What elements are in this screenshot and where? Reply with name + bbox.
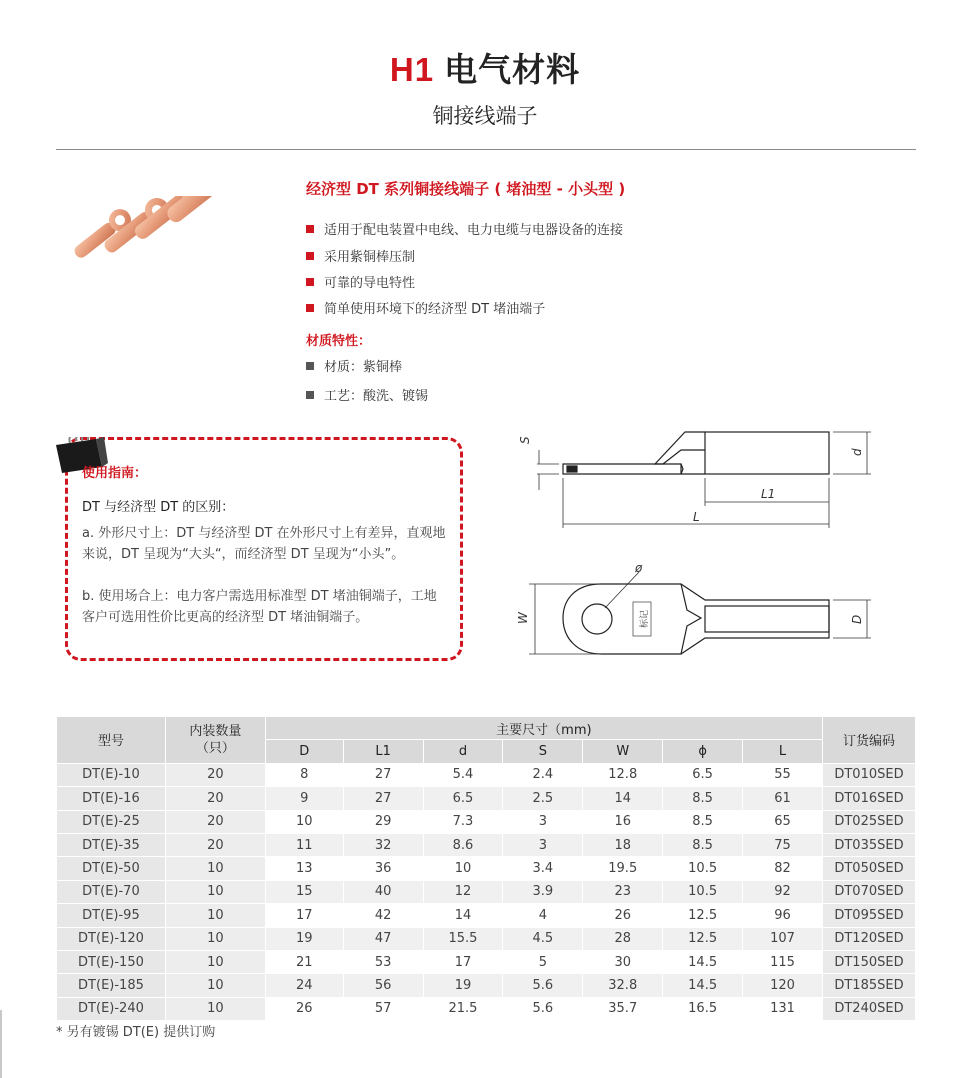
- table-row: [57, 857, 916, 880]
- table-cell: 10: [165, 880, 265, 903]
- table-cell: 55: [743, 763, 823, 786]
- order-code-cell: DT050SED: [822, 857, 915, 880]
- table-cell: 15: [265, 880, 343, 903]
- table-cell: 56: [343, 974, 423, 997]
- bullet-icon: [306, 252, 314, 260]
- bullet-icon: [306, 391, 314, 399]
- table-cell: 12.8: [583, 763, 663, 786]
- table-cell: 19: [265, 927, 343, 950]
- guide-paragraph-a: a. 外形尺寸上：DT 与经济型 DT 在外形尺寸上有差异，直观地来说，DT 呈现为“大头“，而经济型 DT 呈现为“小头”。: [82, 526, 446, 562]
- side-view-drawing: [515, 420, 895, 530]
- table-cell: 3: [503, 833, 583, 856]
- table-cell: 61: [743, 787, 823, 810]
- table-cell: 92: [743, 880, 823, 903]
- table-cell: 30: [583, 950, 663, 973]
- model-cell: DT(E)-150: [57, 950, 166, 973]
- header-model: 型号: [57, 717, 166, 764]
- table-cell: 27: [343, 763, 423, 786]
- table-row: [57, 927, 916, 950]
- table-row: [57, 833, 916, 856]
- material-item: 工艺：酸洗、镀锡: [306, 385, 428, 404]
- table-cell: 3.9: [503, 880, 583, 903]
- page-subtitle: 铜接线端子: [432, 104, 538, 128]
- table-cell: 16.5: [663, 997, 743, 1020]
- table-cell: 36: [343, 857, 423, 880]
- table-cell: 8.5: [663, 810, 743, 833]
- table-cell: 5: [503, 950, 583, 973]
- edge-line: [0, 1010, 2, 1078]
- table-cell: 23: [583, 880, 663, 903]
- model-cell: DT(E)-95: [57, 904, 166, 927]
- product-photo: [62, 196, 252, 311]
- order-code-cell: DT120SED: [822, 927, 915, 950]
- table-cell: 24: [265, 974, 343, 997]
- header-quantity: 内装数量 （只）: [165, 717, 265, 764]
- stamp-label: 标记: [640, 609, 650, 629]
- header-dim-col: ϕ: [663, 740, 743, 763]
- table-cell: 14.5: [663, 950, 743, 973]
- table-cell: 10: [165, 974, 265, 997]
- table-cell: 20: [165, 810, 265, 833]
- bullet-icon: [306, 225, 314, 233]
- model-cell: DT(E)-35: [57, 833, 166, 856]
- order-code-cell: DT095SED: [822, 904, 915, 927]
- header-dim-col: L: [743, 740, 823, 763]
- table-cell: 15.5: [423, 927, 503, 950]
- table-cell: 19.5: [583, 857, 663, 880]
- dim-label-d: d: [850, 448, 864, 456]
- table-cell: 47: [343, 927, 423, 950]
- table-row: [57, 880, 916, 903]
- table-cell: 18: [583, 833, 663, 856]
- table-cell: 75: [743, 833, 823, 856]
- table-cell: 14: [423, 904, 503, 927]
- table-cell: 4.5: [503, 927, 583, 950]
- table-cell: 28: [583, 927, 663, 950]
- feature-item: 可靠的导电特性: [306, 272, 415, 291]
- order-code-cell: DT150SED: [822, 950, 915, 973]
- table-cell: 17: [423, 950, 503, 973]
- table-cell: 10: [423, 857, 503, 880]
- table-cell: 65: [743, 810, 823, 833]
- bullet-icon: [306, 304, 314, 312]
- model-cell: DT(E)-10: [57, 763, 166, 786]
- table-cell: 5.6: [503, 974, 583, 997]
- material-heading: 材质特性：: [306, 334, 372, 349]
- header-dim-col: W: [583, 740, 663, 763]
- table-cell: 9: [265, 787, 343, 810]
- table-cell: 2.4: [503, 763, 583, 786]
- guide-paragraph-b: b. 使用场合上：电力客户需选用标准型 DT 堵油铜端子，工地客户可选用性价比更高的经济型 DT 堵油铜端子。: [82, 589, 437, 625]
- table-cell: 14: [583, 787, 663, 810]
- table-cell: 26: [583, 904, 663, 927]
- header-order-code: 订货编码: [822, 717, 915, 764]
- model-cell: DT(E)-240: [57, 997, 166, 1020]
- table-cell: 42: [343, 904, 423, 927]
- table-row: [57, 950, 916, 973]
- model-cell: DT(E)-50: [57, 857, 166, 880]
- order-code-cell: DT010SED: [822, 763, 915, 786]
- table-cell: 2.5: [503, 787, 583, 810]
- feature-item: 简单使用环境下的经济型 DT 堵油端子: [306, 298, 545, 317]
- table-cell: 6.5: [423, 787, 503, 810]
- order-code-cell: DT016SED: [822, 787, 915, 810]
- order-code-cell: DT240SED: [822, 997, 915, 1020]
- product-title: 经济型 DT 系列铜接线端子 ( 堵油型 - 小头型 ): [306, 180, 626, 198]
- catalog-code: H1: [389, 51, 435, 88]
- table-cell: 20: [165, 833, 265, 856]
- table-cell: 12: [423, 880, 503, 903]
- table-cell: 16: [583, 810, 663, 833]
- table-cell: 13: [265, 857, 343, 880]
- table-cell: 19: [423, 974, 503, 997]
- table-cell: 32.8: [583, 974, 663, 997]
- header-main-dimensions: 主要尺寸（mm): [265, 717, 822, 740]
- table-row: [57, 974, 916, 997]
- material-item: 材质：紫铜棒: [306, 356, 402, 375]
- table-cell: 57: [343, 997, 423, 1020]
- table-cell: 12.5: [663, 927, 743, 950]
- table-cell: 3: [503, 810, 583, 833]
- model-cell: DT(E)-25: [57, 810, 166, 833]
- page-title: [0, 44, 970, 91]
- table-cell: 107: [743, 927, 823, 950]
- table-cell: 82: [743, 857, 823, 880]
- table-cell: 10: [165, 857, 265, 880]
- model-cell: DT(E)-120: [57, 927, 166, 950]
- table-cell: 21: [265, 950, 343, 973]
- table-cell: 29: [343, 810, 423, 833]
- table-cell: 21.5: [423, 997, 503, 1020]
- dim-label-big-d: D: [850, 614, 864, 624]
- footnote: * 另有镀锡 DT(E) 提供订购: [56, 1025, 216, 1040]
- table-cell: 32: [343, 833, 423, 856]
- table-cell: 20: [165, 763, 265, 786]
- table-cell: 40: [343, 880, 423, 903]
- order-code-cell: DT070SED: [822, 880, 915, 903]
- table-cell: 3.4: [503, 857, 583, 880]
- table-cell: 7.3: [423, 810, 503, 833]
- dim-label-l1: L1: [761, 487, 776, 501]
- table-row: [57, 763, 916, 786]
- table-cell: 10: [265, 810, 343, 833]
- table-cell: 120: [743, 974, 823, 997]
- table-cell: 27: [343, 787, 423, 810]
- order-code-cell: DT185SED: [822, 974, 915, 997]
- table-cell: 10: [165, 927, 265, 950]
- dim-label-l: L: [693, 510, 700, 524]
- table-cell: 8.5: [663, 833, 743, 856]
- table-cell: 131: [743, 997, 823, 1020]
- table-cell: 35.7: [583, 997, 663, 1020]
- spec-table: [56, 716, 916, 1021]
- table-cell: 17: [265, 904, 343, 927]
- table-row: [57, 810, 916, 833]
- table-cell: 8.5: [663, 787, 743, 810]
- guide-subheading: DT 与经济型 DT 的区别：: [82, 500, 235, 515]
- table-cell: 10: [165, 950, 265, 973]
- dim-label-s: S: [518, 436, 532, 444]
- table-cell: 10: [165, 904, 265, 927]
- table-cell: 53: [343, 950, 423, 973]
- table-cell: 14.5: [663, 974, 743, 997]
- table-cell: 10.5: [663, 880, 743, 903]
- table-cell: 5.4: [423, 763, 503, 786]
- header-dim-col: S: [503, 740, 583, 763]
- title-text: 电气材料: [444, 50, 581, 89]
- table-row: [57, 787, 916, 810]
- table-row: [57, 904, 916, 927]
- header-dim-col: d: [423, 740, 503, 763]
- bullet-icon: [306, 278, 314, 286]
- table-cell: 96: [743, 904, 823, 927]
- bullet-icon: [306, 362, 314, 370]
- guide-heading: 使用指南：: [82, 466, 148, 481]
- order-code-cell: DT025SED: [822, 810, 915, 833]
- header-divider: [56, 149, 916, 150]
- table-cell: 4: [503, 904, 583, 927]
- order-code-cell: DT035SED: [822, 833, 915, 856]
- header-dim-col: D: [265, 740, 343, 763]
- model-cell: DT(E)-185: [57, 974, 166, 997]
- table-row: [57, 997, 916, 1020]
- feature-item: 适用于配电装置中电线、电力电缆与电器设备的连接: [306, 219, 623, 238]
- dim-label-phi: ø: [635, 561, 643, 575]
- table-cell: 6.5: [663, 763, 743, 786]
- table-cell: 8.6: [423, 833, 503, 856]
- dim-label-w: W: [516, 612, 530, 624]
- table-cell: 10.5: [663, 857, 743, 880]
- table-cell: 26: [265, 997, 343, 1020]
- feature-item: 采用紫铜棒压制: [306, 246, 415, 265]
- table-cell: 20: [165, 787, 265, 810]
- table-cell: 12.5: [663, 904, 743, 927]
- header-dim-col: L1: [343, 740, 423, 763]
- top-view-drawing: [515, 560, 895, 670]
- table-cell: 8: [265, 763, 343, 786]
- table-cell: 11: [265, 833, 343, 856]
- table-cell: 115: [743, 950, 823, 973]
- table-cell: 5.6: [503, 997, 583, 1020]
- table-cell: 10: [165, 997, 265, 1020]
- model-cell: DT(E)-70: [57, 880, 166, 903]
- model-cell: DT(E)-16: [57, 787, 166, 810]
